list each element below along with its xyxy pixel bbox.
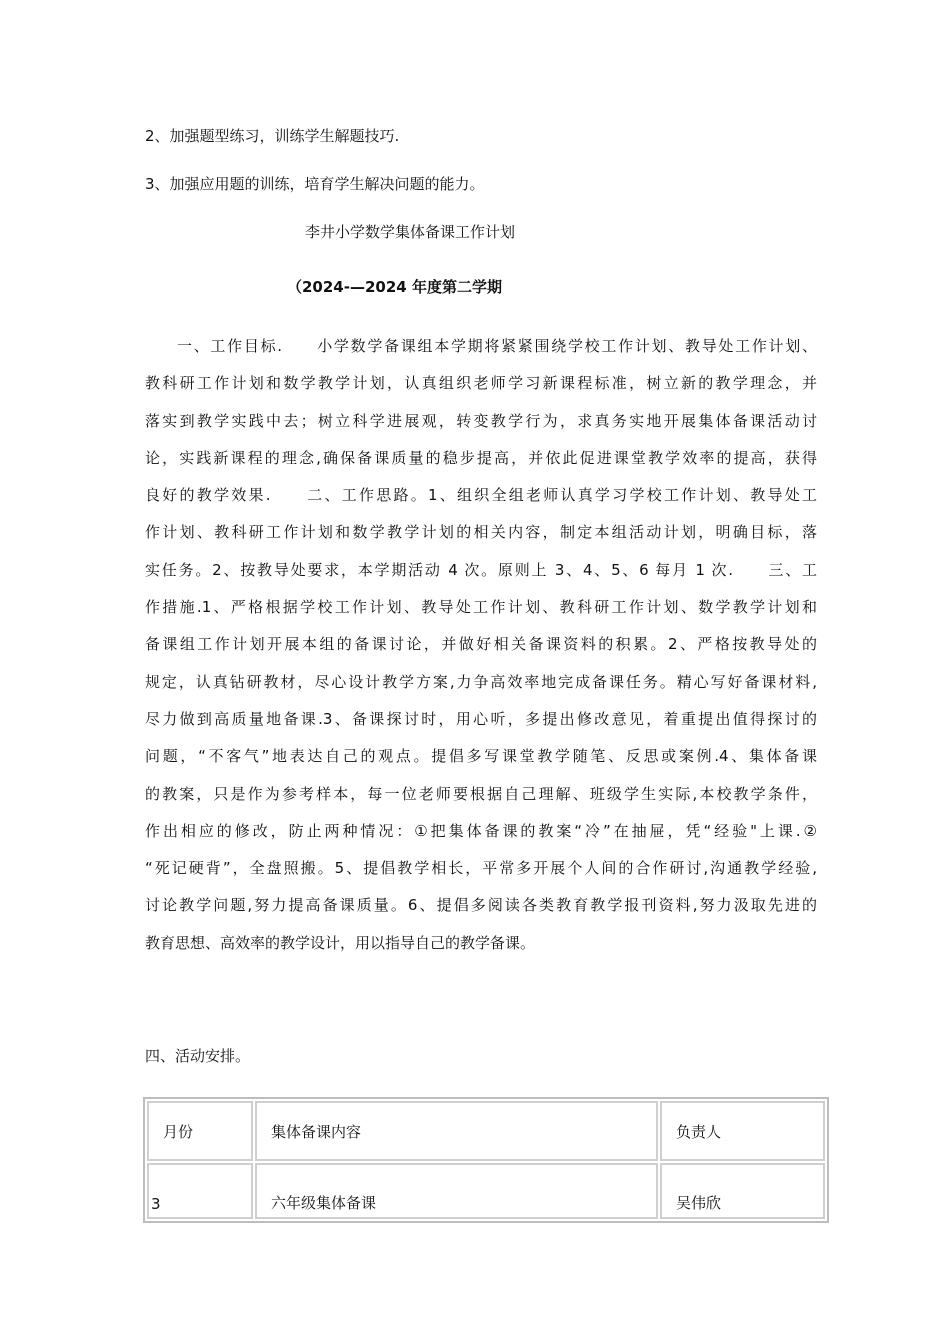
list-item-2: 2、加强题型练习，训练学生解题技巧. xyxy=(145,127,400,145)
body-line: 作措施.1、严格根据学校工作计划、教导处工作计划、教科研工作计划、数学教学计划和 xyxy=(145,598,817,617)
body-line: 讨论教学问题,努力提高备课质量。6、提倡多阅读各类教育教学报刊资料,努力汲取先进的 xyxy=(145,896,817,915)
table-header-cell: 月份 xyxy=(147,1101,253,1161)
body-line: 备课组工作计划开展本组的备课讨论，并做好相关备课资料的积累。2、严格按教导处的 xyxy=(145,635,817,654)
table-cell: 吴伟欣 xyxy=(660,1163,825,1219)
list-item-3: 3、加强应用题的训练，培育学生解决问题的能力。 xyxy=(145,175,485,193)
document-subtitle: （2024-—2024 年度第二学期 xyxy=(287,278,502,296)
table-header-cell: 负责人 xyxy=(660,1101,825,1161)
body-line: 问题，“不客气”地表达自己的观点。提倡多写课堂教学随笔、反思或案例.4、集体备课 xyxy=(145,747,817,766)
document-title: 李井小学数学集体备课工作计划 xyxy=(305,223,516,241)
table-header-row xyxy=(147,1101,825,1161)
table-cell: 3 xyxy=(147,1163,253,1219)
body-line: 论，实践新课程的理念,确保备课质量的稳步提高，并依此促进课堂教学效率的提高，获得 xyxy=(145,448,817,467)
section-heading: 四、活动安排。 xyxy=(145,1047,251,1065)
body-line: 规定，认真钻研教材，尽心设计教学方案,力争高效率地完成备课任务。精心写好备课材料, xyxy=(145,672,817,691)
body-line: 作出相应的修改，防止两种情况：①把集体备课的教案“冷”在抽屉，凭“经验"上课.② xyxy=(145,821,817,840)
table-row xyxy=(147,1163,825,1219)
body-line: 落实到教学实践中去；树立科学进展观，转变教学行为，求真务实地开展集体备课活动讨 xyxy=(145,411,817,430)
table-cell: 六年级集体备课 xyxy=(255,1163,658,1219)
body-line: 实任务。2、按教导处要求，本学期活动 4 次。原则上 3、4、5、6 每月 1 次. 三、工 xyxy=(145,560,817,579)
body-line: 尽力做到高质量地备课.3、备课探讨时，用心听，多提出修改意见，着重提出值得探讨的 xyxy=(145,709,817,728)
body-line: 良好的教学效果. 二、工作思路。1、组织全组老师认真学习学校工作计划、教导处工 xyxy=(145,486,817,505)
body-line: 教育思想、高效率的教学设计，用以指导自己的教学备课。 xyxy=(145,933,536,952)
body-paragraph xyxy=(145,328,817,962)
body-line: 的教案，只是作为参考样本，每一位老师要根据自己理解、班级学生实际,本校教学条件， xyxy=(145,784,817,803)
activity-table xyxy=(143,1097,829,1223)
table-header-cell: 集体备课内容 xyxy=(255,1101,658,1161)
body-line: 作计划、教科研工作计划和数学教学计划的相关内容，制定本组活动计划，明确目标，落 xyxy=(145,523,817,542)
body-line: 教科研工作计划和数学教学计划，认真组织老师学习新课程标准，树立新的教学理念，并 xyxy=(145,374,817,393)
body-line: “死记硬背”，全盘照搬。5、提倡教学相长，平常多开展个人间的合作研讨,沟通教学经验, xyxy=(145,859,817,878)
body-line: 一、工作目标. 小学数学备课组本学期将紧紧围绕学校工作计划、教导处工作计划、 xyxy=(177,337,817,355)
